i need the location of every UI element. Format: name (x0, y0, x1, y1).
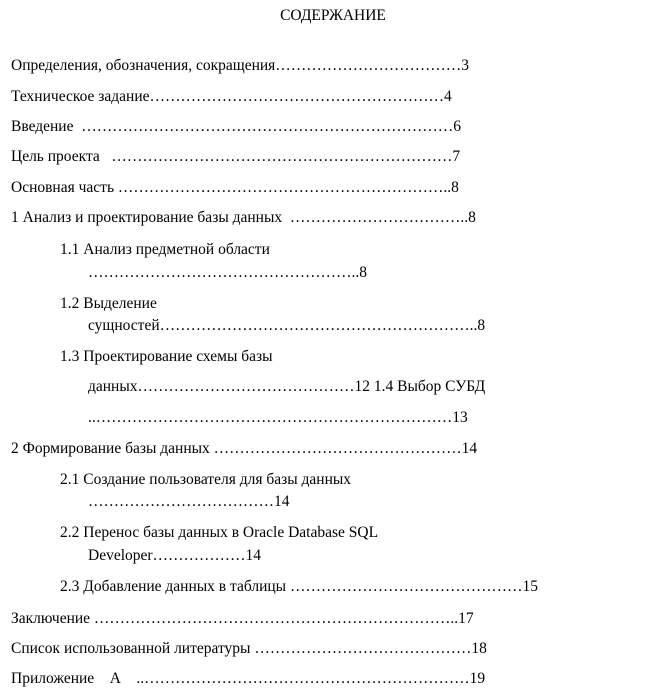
toc-entry-1-1-title: 1.1 Анализ предметной области (60, 241, 270, 258)
toc-entry-conclusion: Заключение ……………………………………………………………..17 (11, 610, 474, 627)
toc-entry-appendix-a: Приложение А ..………………………………………………………19 (11, 670, 486, 687)
toc-entry-2-3: 2.3 Добавление данных в таблицы ………………………………………15 (60, 578, 538, 595)
toc-entry-1-2-title: 1.2 Выделение (60, 295, 157, 312)
toc-entry-definitions: Определения, обозначения, сокращения………………………………3 (11, 57, 470, 74)
toc-entry-references: Список использованной литературы ……………………………………18 (11, 640, 487, 657)
toc-entry-2-1-leader: ………………………………14 (88, 493, 290, 510)
toc-entry-technical-task: Техническое задание…………………………………………………4 (11, 88, 452, 105)
toc-entry-introduction: Введение ………………………………………………………………6 (11, 118, 461, 135)
toc-entry-project-goal: Цель проекта …………………………………………………………7 (11, 148, 461, 165)
toc-entry-main-part: Основная часть ………………………………………………………..8 (11, 179, 459, 196)
toc-entry-2-2-leader: Developer………………14 (88, 547, 262, 564)
toc-entry-2-1-title: 2.1 Создание пользователя для базы данных (60, 471, 352, 488)
toc-entry-1-3-leader: данных……………………………………12 1.4 Выбор СУБД (88, 378, 486, 395)
toc-entry-1-4-leader: ..……………………………………………………………13 (88, 409, 468, 426)
toc-entry-1-2-leader: сущностей……………………………………………………..8 (88, 317, 486, 334)
toc-entry-1-1-leader: ……………………………………………..8 (88, 264, 367, 281)
toc-entry-section-1: 1 Анализ и проектирование базы данных ……………………………..8 (11, 209, 476, 226)
toc-entry-2-2-title: 2.2 Перенос базы данных в Oracle Database SQL (60, 524, 379, 541)
toc-entry-section-2: 2 Формирование базы данных …………………………………………14 (11, 440, 478, 457)
toc-entry-1-3-title: 1.3 Проектирование схемы базы (60, 348, 273, 365)
toc-title: СОДЕРЖАНИЕ (280, 7, 386, 24)
